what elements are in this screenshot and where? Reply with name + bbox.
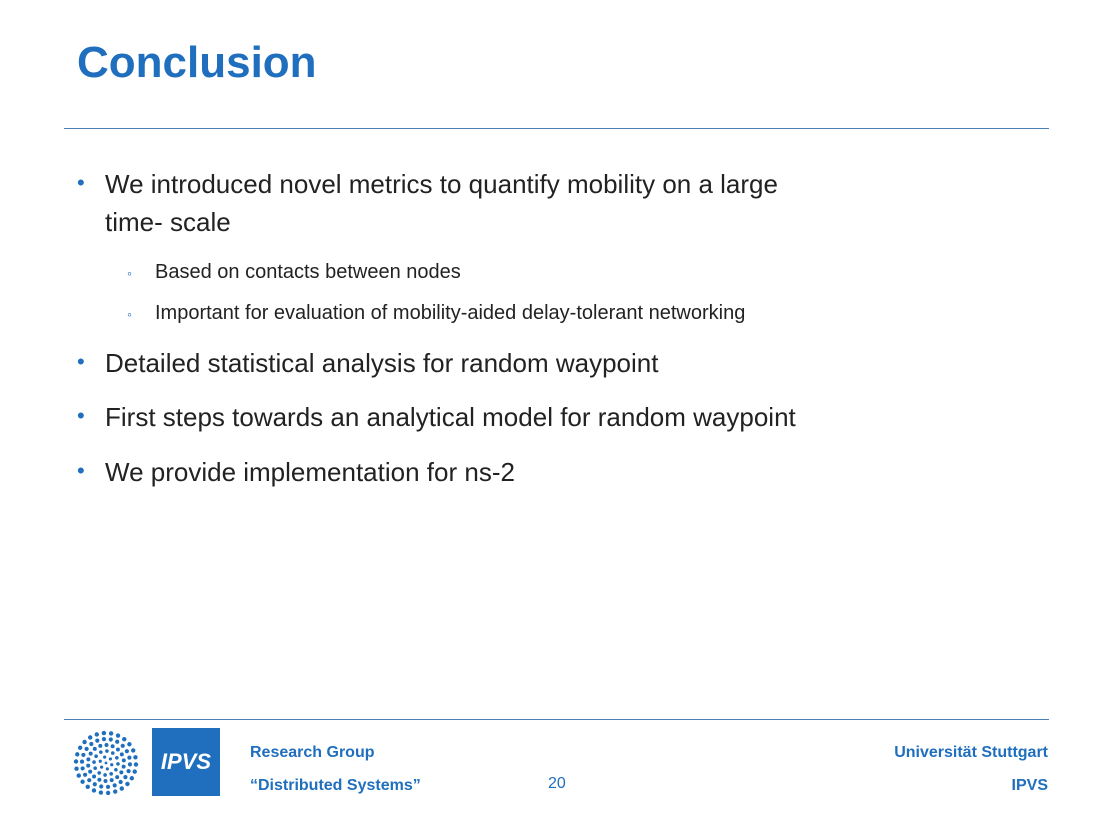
sub-bullet-icon: ◦ bbox=[127, 265, 132, 281]
footer-institute: IPVS bbox=[1011, 777, 1048, 794]
bullet-icon: • bbox=[77, 403, 85, 428]
footer-divider bbox=[64, 719, 1049, 720]
sub-bullet-2 bbox=[127, 299, 1055, 327]
sub-bullet-2-text: Important for evaluation of mobility-aided delay-tolerant networking bbox=[155, 302, 746, 324]
footer-group-line-2: “Distributed Systems” bbox=[250, 777, 421, 794]
sub-bullet-icon: ◦ bbox=[127, 306, 132, 322]
bullet-icon: • bbox=[77, 170, 85, 195]
footer-group-line-1: Research Group bbox=[250, 744, 375, 761]
sub-bullet-1 bbox=[127, 258, 1055, 286]
page-number: 20 bbox=[548, 775, 566, 792]
title-divider bbox=[64, 128, 1049, 129]
bullet-icon: • bbox=[77, 349, 85, 374]
bullet-3-text: First steps towards an analytical model for random waypoint bbox=[105, 402, 796, 432]
bullet-2 bbox=[77, 344, 965, 382]
bullet-4 bbox=[77, 453, 965, 491]
bullet-1 bbox=[77, 165, 965, 241]
university-logo-icon bbox=[70, 727, 142, 799]
ipvs-logo-text: IPVS bbox=[160, 749, 212, 774]
bullet-2-text: Detailed statistical analysis for random waypoint bbox=[105, 348, 659, 378]
bullet-icon: • bbox=[77, 458, 85, 483]
bullet-1-line-1: We introduced novel metrics to quantify mobility on a large bbox=[105, 169, 778, 199]
slide-title: Conclusion bbox=[77, 38, 317, 87]
footer-university: Universität Stuttgart bbox=[894, 744, 1048, 761]
sub-bullet-1-text: Based on contacts between nodes bbox=[155, 261, 461, 283]
bullet-1-line-2: time- scale bbox=[105, 207, 231, 237]
bullet-4-text: We provide implementation for ns-2 bbox=[105, 457, 515, 487]
ipvs-logo bbox=[152, 728, 220, 796]
bullet-3 bbox=[77, 398, 965, 436]
